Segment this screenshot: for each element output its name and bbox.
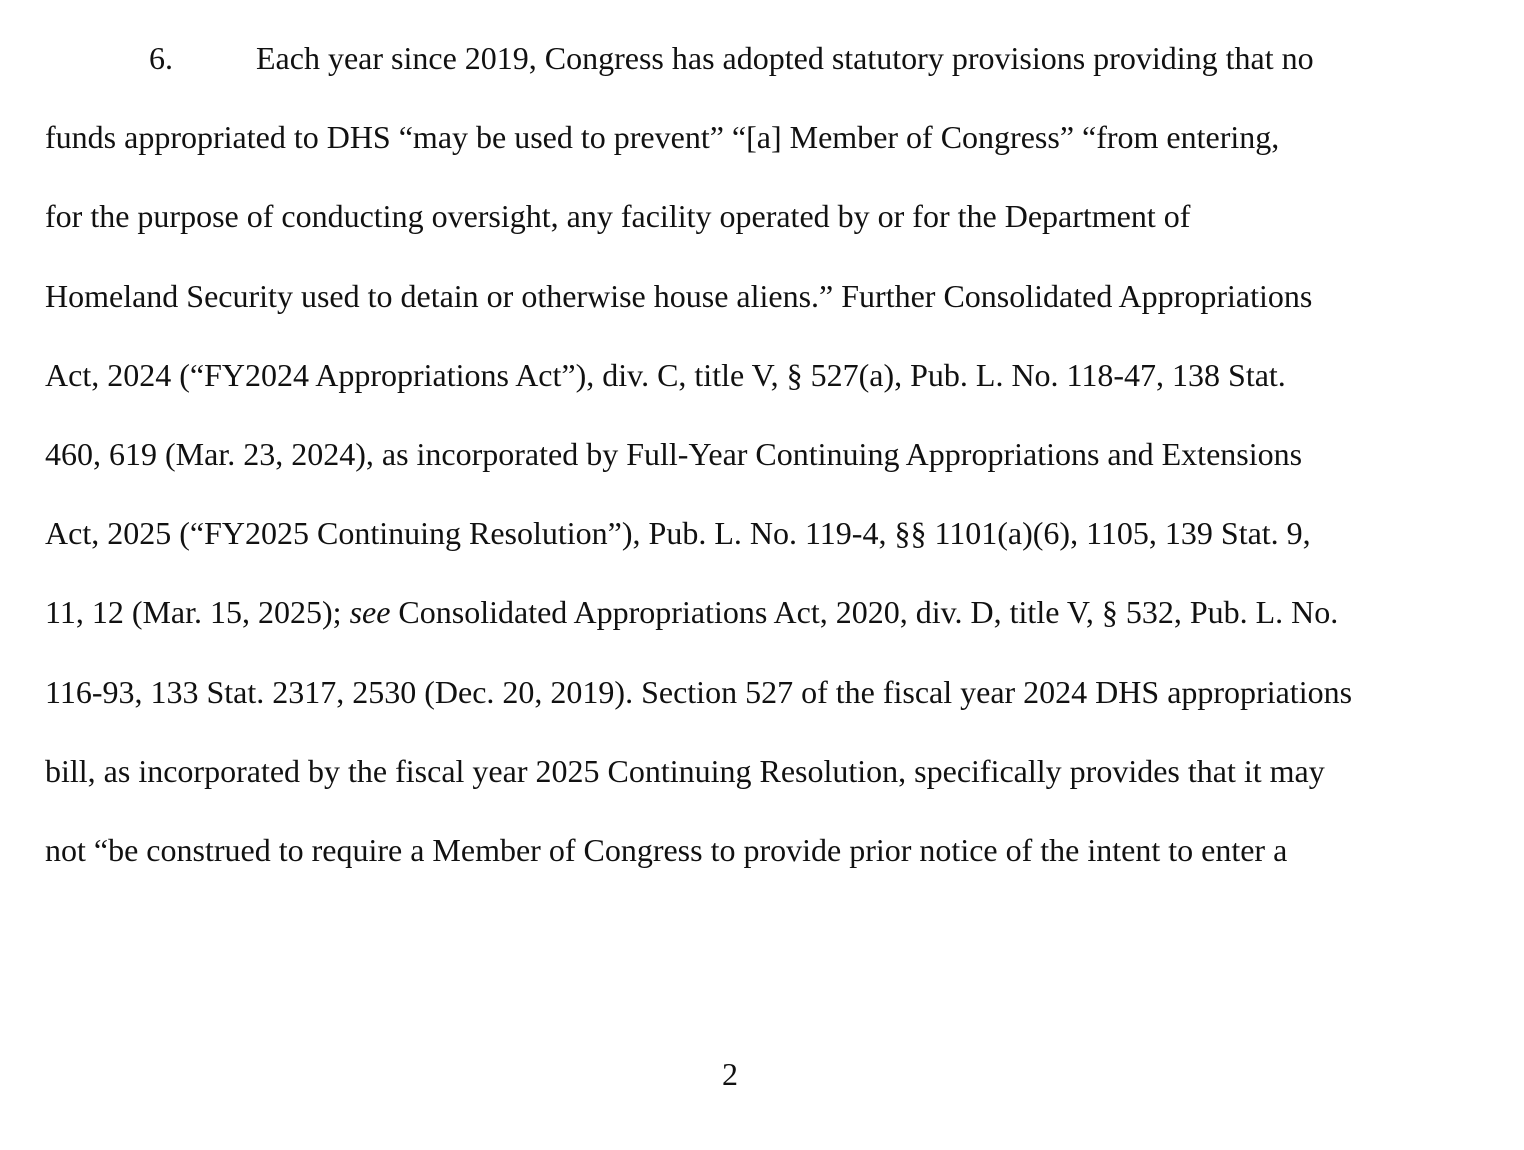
text-line-8-after: Consolidated Appropriations Act, 2020, div. D, title V, § 532, Pub. L. No.: [390, 594, 1339, 630]
signal-see: see: [349, 594, 391, 630]
text-line-3: for the purpose of conducting oversight, any facility operated by or for the Department of: [45, 198, 1191, 234]
text-line-1: Each year since 2019, Congress has adopted statutory provisions providing that no: [256, 40, 1314, 76]
text-line-4: Homeland Security used to detain or otherwise house aliens.” Further Consolidated Appropriations: [45, 278, 1313, 314]
text-line-8-before: 11, 12 (Mar. 15, 2025);: [45, 594, 350, 630]
text-line-10: bill, as incorporated by the fiscal year 2025 Continuing Resolution, specifically provides that it may: [45, 753, 1325, 789]
text-line-5: Act, 2024 (“FY2024 Appropriations Act”), div. C, title V, § 527(a), Pub. L. No. 118-47, 138 Stat.: [45, 357, 1286, 393]
text-line-8: [45, 590, 1338, 634]
text-line-9: 116-93, 133 Stat. 2317, 2530 (Dec. 20, 2019). Section 527 of the fiscal year 2024 DHS appropriations: [45, 674, 1353, 710]
text-line-6: 460, 619 (Mar. 23, 2024), as incorporated by Full-Year Continuing Appropriations and Extensions: [45, 436, 1303, 472]
text-line-2: funds appropriated to DHS “may be used to prevent” “[a] Member of Congress” “from entering,: [45, 119, 1280, 155]
page-number: 2: [722, 1056, 738, 1092]
text-line-7: Act, 2025 (“FY2025 Continuing Resolution”), Pub. L. No. 119-4, §§ 1101(a)(6), 1105, 139 Stat. 9,: [45, 515, 1311, 551]
text-line-11: not “be construed to require a Member of Congress to provide prior notice of the intent to enter a: [45, 832, 1288, 868]
paragraph-number: 6.: [149, 40, 173, 76]
